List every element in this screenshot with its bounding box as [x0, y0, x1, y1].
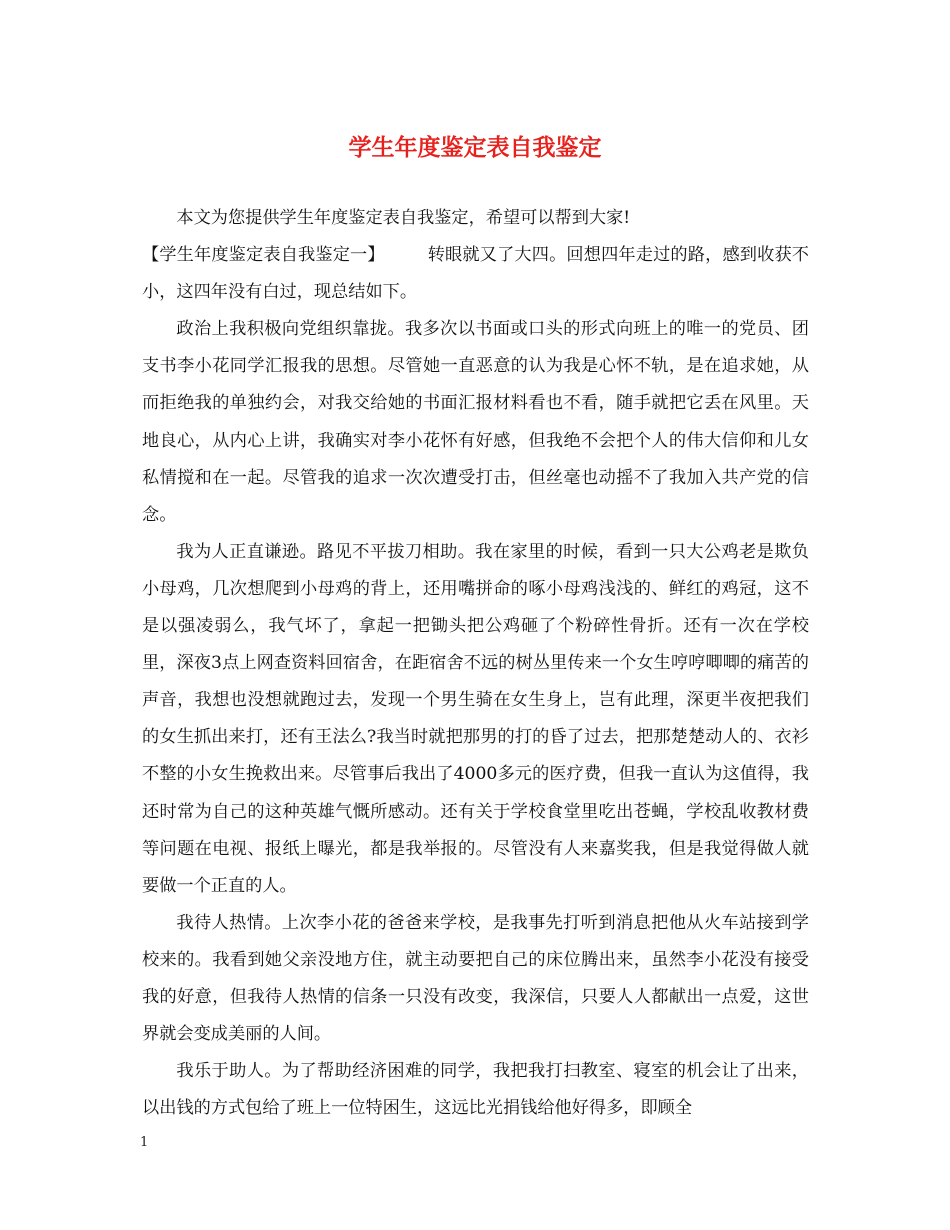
section-opening-paragraph [142, 237, 809, 311]
document-title: 学生年度鉴定表自我鉴定 [348, 135, 602, 161]
section-heading: 【学生年度鉴定表自我鉴定一】 [142, 245, 385, 266]
intro-paragraph: 本文为您提供学生年度鉴定表自我鉴定，希望可以帮到大家! [176, 208, 631, 228]
section-lead-text: 转眼就又了大四。回想四年走过的路，感到收获不小，这四年没有白过，现总结如下。 [142, 245, 809, 303]
document-body [142, 200, 809, 1127]
body-paragraph-warmth: 我待人热情。上次李小花的爸爸来学校，是我事先打听到消息把他从火车站接到学校来的。我看到她父亲没地方住，就主动要把自己的床位腾出来，虽然李小花没有接受我的好意，但我待人热情的信条一只没有改变，我深信，只要人人都献出一点爱，这世界就会变成美丽的人间。 [142, 912, 809, 1045]
body-paragraph-integrity: 我为人正直谦逊。路见不平拔刀相助。我在家里的时候，看到一只大公鸡老是欺负小母鸡，几次想爬到小母鸡的背上，还用嘴拼命的啄小母鸡浅浅的、鲜红的鸡冠，这不是以强凌弱么，我气坏了，拿起一把锄头把公鸡砸了个粉碎性骨折。还有一次在学校里，深夜3点上网查资料回宿舍，在距宿舍不远的树丛里传来一个女生哼哼唧唧的痛苦的声音，我想也没想就跑过去，发现一个男生骑在女生身上，岂有此理，深更半夜把我们的女生抓出来打，还有王法么?我当时就把那男的打的昏了过去，把那楚楚动人的、衣衫不整的小女生挽救出来。尽管事后我出了4000多元的医疗费，但我一直认为这值得，我还时常为自己的这种英雄气慨所感动。还有关于学校食堂里吃出苍蝇，学校乱收教材费等问题在电视、报纸上曝光，都是我举报的。尽管没有人来嘉奖我，但是我觉得做人就要做一个正直的人。 [142, 541, 809, 896]
page-number: 1 [140, 1135, 149, 1150]
body-paragraph-helpfulness: 我乐于助人。为了帮助经济困难的同学，我把我打扫教室、寝室的机会让了出来，以出钱的方式包给了班上一位特困生，这远比光捐钱给他好得多，即顾全 [142, 1061, 809, 1119]
body-paragraph-politics: 政治上我积极向党组织靠拢。我多次以书面或口头的形式向班上的唯一的党员、团支书李小花同学汇报我的思想。尽管她一直恶意的认为我是心怀不轨，是在追求她，从而拒绝我的单独约会，对我交给她的书面汇报材料看也不看，随手就把它丢在风里。天地良心，从内心上讲，我确实对李小花怀有好感，但我绝不会把个人的伟大信仰和儿女私情搅和在一起。尽管我的追求一次次遭受打击，但丝毫也动摇不了我加入共产党的信念。 [142, 319, 809, 525]
